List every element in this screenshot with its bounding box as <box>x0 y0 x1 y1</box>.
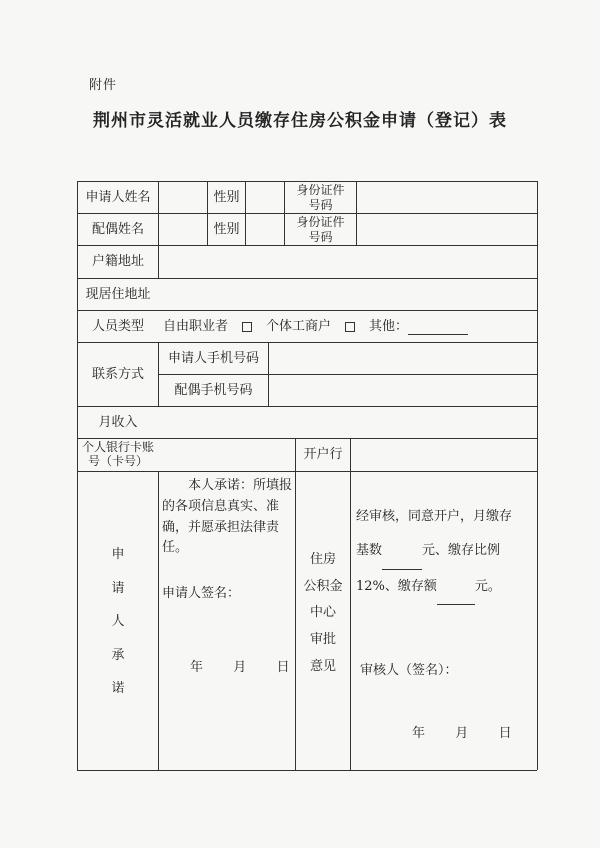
base-amount-field[interactable] <box>382 534 422 569</box>
deposit-amount-field[interactable] <box>437 570 475 605</box>
col-divider <box>158 471 159 770</box>
date-month-label: 月 <box>455 726 469 741</box>
bank-account-field[interactable] <box>159 439 295 471</box>
approval-line-3 <box>356 570 536 605</box>
spouse-phone-label: 配偶手机号码 <box>174 382 253 398</box>
applicant-phone-field[interactable] <box>269 343 537 374</box>
person-type-label: 人员类型 <box>91 318 144 334</box>
option-other-label: 其他： <box>369 318 409 334</box>
freelancer-checkbox[interactable] <box>242 322 252 332</box>
opinion-line: 中心 <box>309 605 336 621</box>
bank-field[interactable] <box>351 439 537 471</box>
pledge-section-label <box>78 472 158 770</box>
opinion-line: 意见 <box>309 658 336 674</box>
spouse-phone-field[interactable] <box>269 375 537 406</box>
gender-label: 性别 <box>213 189 240 205</box>
gender-field[interactable] <box>246 182 284 213</box>
yuan-label: 元。 <box>474 578 501 594</box>
opinion-line: 住房 <box>309 552 336 567</box>
center-opinion-label <box>296 547 350 680</box>
bank-label: 开户行 <box>303 447 343 463</box>
applicant-signature-field[interactable] <box>162 600 292 624</box>
other-type-field[interactable] <box>408 318 468 335</box>
spouse-gender-field[interactable] <box>246 214 284 245</box>
table-border-right <box>537 181 538 770</box>
applicant-signature-label: 申请人签名： <box>162 586 241 601</box>
date-day-label: 日 <box>276 660 290 675</box>
reviewer-signature-label: 审核人（签名）： <box>360 663 458 678</box>
pledge-char: 诺 <box>111 681 125 697</box>
opinion-line: 审批 <box>309 631 336 647</box>
individual-business-checkbox[interactable] <box>345 322 355 332</box>
option-individual-business-label: 个体工商户 <box>266 318 332 334</box>
spouse-name-label: 配偶姓名 <box>91 221 144 237</box>
date-day-label: 日 <box>498 726 512 741</box>
person-type-options <box>159 311 537 342</box>
date-year-label: 年 <box>412 726 426 741</box>
spouse-id-number-label: 身份证件号码 <box>296 215 345 244</box>
current-address-field[interactable] <box>159 279 537 310</box>
applicant-name-label: 申请人姓名 <box>85 189 151 205</box>
id-number-label: 身份证件号码 <box>296 183 345 212</box>
option-freelancer-label: 自由职业者 <box>163 318 229 334</box>
ratio-label: 元、缴存比例 <box>422 543 501 559</box>
contact-label: 联系方式 <box>91 366 144 382</box>
deposit-amount-label: 12%、缴存额 <box>356 578 437 594</box>
attachment-label: 附件 <box>89 78 118 93</box>
reviewer-signature-field[interactable] <box>360 678 530 700</box>
form-title: 荆州市灵活就业人员缴存住房公积金申请（登记）表 <box>93 111 507 131</box>
pledge-char: 申 <box>111 547 125 563</box>
approval-line-1: 经审核，同意开户，月缴存 <box>356 509 513 524</box>
date-month-label: 月 <box>233 660 247 675</box>
approval-line-2 <box>356 534 536 569</box>
applicant-phone-label: 申请人手机号码 <box>167 350 259 366</box>
approval-text <box>356 500 536 605</box>
pledge-text: 本人承诺：所填报的各项信息真实、准确，并愿承担法律责任。 <box>162 478 293 556</box>
pledge-date <box>190 656 290 675</box>
table-border-bottom <box>77 770 537 771</box>
household-address-label: 户籍地址 <box>91 254 144 270</box>
id-number-field[interactable] <box>357 182 537 213</box>
date-year-label: 年 <box>190 660 204 675</box>
pledge-char: 请 <box>111 580 125 596</box>
spouse-id-number-field[interactable] <box>357 214 537 245</box>
monthly-income-field[interactable] <box>159 407 537 438</box>
pledge-char: 人 <box>111 614 125 630</box>
approval-date <box>412 722 512 741</box>
bank-account-label: 个人银行卡账号（卡号） <box>81 440 154 468</box>
pledge-char: 承 <box>111 647 125 663</box>
spouse-gender-label: 性别 <box>213 221 240 237</box>
base-label: 基数 <box>356 543 383 559</box>
spouse-name-field[interactable] <box>159 214 207 245</box>
monthly-income-label: 月收入 <box>98 414 138 430</box>
current-address-label: 现居住地址 <box>85 286 151 302</box>
col-divider <box>350 471 351 770</box>
applicant-name-field[interactable] <box>159 182 207 213</box>
opinion-line: 公积金 <box>303 578 343 594</box>
household-address-field[interactable] <box>159 246 537 278</box>
